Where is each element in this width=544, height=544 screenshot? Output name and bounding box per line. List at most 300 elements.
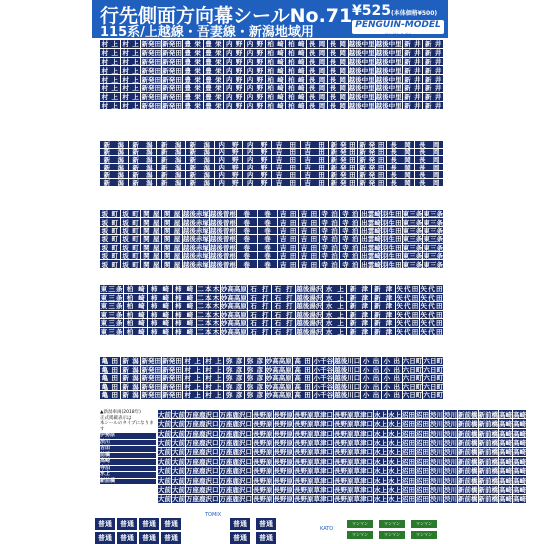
destination-sticker: 長 野 原 xyxy=(273,420,293,429)
destination-sticker: 沼 田 xyxy=(416,467,429,476)
destination-sticker: 弥 彦 xyxy=(224,391,245,399)
destination-sticker: 巻 xyxy=(237,235,258,242)
destination-sticker: 大 前 xyxy=(158,495,171,504)
destination-sticker: 柏 崎 xyxy=(266,49,287,57)
destination-sticker: 高 田 xyxy=(293,383,314,391)
sticker-row xyxy=(158,495,526,504)
destination-sticker: 長 岡 xyxy=(307,40,328,48)
destination-sticker: 新 発 田 xyxy=(141,102,162,110)
destination-sticker: 吉 田 xyxy=(272,164,301,171)
oneman-sticker: ワンマン xyxy=(347,520,373,528)
destination-sticker: 越 後 中 里 xyxy=(348,40,375,49)
destination-sticker: 寺 泊 xyxy=(340,227,361,234)
local-sticker: 普通 xyxy=(139,518,159,530)
destination-sticker: 柏 崎 xyxy=(286,58,307,66)
local-sticker: 普通 xyxy=(139,532,159,544)
destination-sticker: 坂 町 xyxy=(100,252,121,259)
destination-sticker: 出 雲 崎 xyxy=(361,210,381,219)
destination-sticker: 高 崎 xyxy=(513,467,526,476)
destination-sticker: 小 出 xyxy=(382,357,403,365)
sticker-row xyxy=(158,466,526,476)
destination-sticker: 新 前 橋 xyxy=(458,438,478,447)
destination-sticker: 柿 崎 xyxy=(148,328,172,336)
destination-sticker: 豊 栄 xyxy=(183,58,204,66)
destination-sticker: 村 上 xyxy=(204,383,225,391)
sheet-subtitle: 115系/上越線・吾妻線・新潟地域用 xyxy=(100,25,314,40)
destination-sticker: 坂 町 xyxy=(121,210,142,217)
destination-sticker: 水 上 xyxy=(374,485,387,494)
destination-sticker: 新 井 xyxy=(403,49,424,57)
destination-sticker: 新 井 xyxy=(423,40,444,48)
destination-sticker: 東 三 条 xyxy=(402,260,423,269)
destination-sticker: 二 本 木 xyxy=(197,302,220,311)
destination-sticker: 渋 川 xyxy=(430,476,443,485)
destination-sticker: 沼 田 xyxy=(416,420,429,429)
destination-sticker: 沼 田 xyxy=(416,495,429,504)
destination-sticker: 寺 泊 xyxy=(320,244,341,251)
destination-sticker: 内 野 xyxy=(245,58,266,66)
destination-sticker: 羽 生 田 xyxy=(381,260,402,269)
destination-sticker: 高 崎 xyxy=(513,495,526,504)
destination-sticker: 長 野 原 xyxy=(273,429,293,438)
destination-sticker: 巻 xyxy=(237,210,258,217)
destination-sticker: 柏 崎 xyxy=(124,294,148,302)
destination-sticker: 柏 崎 xyxy=(124,311,148,319)
destination-sticker: 妙 高 高 原 xyxy=(265,365,292,374)
destination-sticker: 吉 田 xyxy=(272,156,301,163)
destination-sticker: 六 日 町 xyxy=(402,382,423,391)
destination-sticker: 新 発 田 xyxy=(358,164,387,171)
sticker-block xyxy=(100,141,444,187)
destination-sticker: 長 岡 xyxy=(328,75,349,83)
destination-sticker: 二 本 木 xyxy=(197,293,220,302)
destination-sticker: 亀 田 xyxy=(100,357,121,365)
destination-sticker: 渋 川 xyxy=(444,457,457,466)
destination-sticker: 村 上 xyxy=(100,102,121,110)
destination-sticker: 長 岡 xyxy=(415,156,444,163)
destination-sticker: 長 野 原 草 津 口 xyxy=(294,476,333,485)
sticker-row xyxy=(100,252,444,259)
destination-sticker: 長 岡 xyxy=(415,171,444,178)
destination-sticker: 水 上 xyxy=(388,410,401,419)
destination-sticker: 坂 町 xyxy=(100,235,121,242)
sticker-row xyxy=(158,410,526,419)
destination-sticker: 羽 生 田 xyxy=(381,218,402,227)
destination-sticker: 渋 川 xyxy=(444,467,457,476)
destination-sticker: 万 座 鹿 沢 口 xyxy=(186,485,219,494)
note-line: 正式掲載表示は xyxy=(100,415,132,421)
destination-sticker: 弥 彦 xyxy=(224,366,245,374)
destination-sticker: 新 津 xyxy=(347,294,371,302)
destination-sticker: 亀 田 xyxy=(100,374,121,382)
destination-sticker: 長 野 原 草 津 口 xyxy=(334,420,373,429)
destination-sticker: 新 津 xyxy=(347,302,371,310)
destination-sticker: 万 座 鹿 沢 口 xyxy=(219,429,252,438)
destination-sticker: 長 野 原 草 津 口 xyxy=(334,429,373,438)
destination-sticker: 村 上 xyxy=(100,49,121,57)
destination-sticker: 矢 代 田 xyxy=(420,310,443,319)
destination-sticker: 新 井 xyxy=(423,58,444,66)
sticker-block xyxy=(158,410,526,504)
destination-sticker: 長 岡 xyxy=(415,141,444,148)
destination-sticker: 万 座 鹿 沢 口 xyxy=(219,448,252,457)
destination-sticker: 巻 xyxy=(258,252,279,259)
destination-sticker: 新 津 xyxy=(372,319,396,327)
destination-sticker: 越 後 中 里 xyxy=(348,66,375,75)
local-sticker: 普通 xyxy=(95,532,115,544)
destination-sticker: 越 後 曽 根 xyxy=(209,218,236,227)
destination-sticker: 柏 崎 xyxy=(266,40,287,48)
destination-sticker: 新 発 田 xyxy=(358,141,387,148)
destination-sticker: 新 前 橋 xyxy=(478,410,498,419)
destination-sticker: 新 井 xyxy=(423,75,444,83)
destination-sticker: 寺 泊 xyxy=(320,218,341,225)
destination-sticker: 六 日 町 xyxy=(423,391,443,400)
destination-sticker: 石 打 xyxy=(272,319,296,327)
destination-sticker: 石 打 xyxy=(272,285,296,293)
destination-sticker: 内 野 xyxy=(245,49,266,57)
destination-sticker: 新 発 田 xyxy=(162,84,182,93)
destination-sticker: 関 屋 xyxy=(141,218,162,225)
destination-sticker: 大 前 xyxy=(172,420,185,429)
destination-sticker: 水 上 xyxy=(388,495,401,504)
destination-sticker: 関 屋 xyxy=(141,227,162,234)
destination-sticker: 越 後 中 里 xyxy=(375,58,402,66)
destination-sticker: 新 潟 xyxy=(157,149,186,156)
destination-sticker: 万 座 鹿 沢 口 xyxy=(186,410,219,419)
destination-sticker: 越 後 中 里 xyxy=(375,93,402,102)
destination-sticker: 新 発 田 xyxy=(329,171,358,178)
destination-sticker: 長 野 原 草 津 口 xyxy=(294,485,333,494)
destination-sticker: 羽 生 田 xyxy=(381,227,402,235)
destination-sticker: 長 野 原 草 津 口 xyxy=(334,485,373,494)
destination-sticker: 渋 川 xyxy=(430,420,443,429)
destination-sticker: 新 潟 xyxy=(186,164,215,171)
destination-sticker: 沼 田 xyxy=(402,429,415,438)
destination-sticker: 長 野 原 草 津 口 xyxy=(294,410,333,419)
destination-sticker: 新 発 田 xyxy=(358,179,387,186)
price-value: ¥525 xyxy=(352,3,391,19)
destination-sticker: 新 潟 xyxy=(100,179,129,186)
destination-sticker: 大 前 xyxy=(158,429,171,438)
destination-sticker: 新 津 xyxy=(347,311,371,319)
destination-sticker: 石 打 xyxy=(272,302,296,310)
destination-sticker: 石 打 xyxy=(248,319,272,327)
sticker-block xyxy=(100,357,444,400)
destination-sticker: 二 本 木 xyxy=(197,327,220,336)
destination-sticker: 越 後 曽 根 xyxy=(209,243,236,252)
destination-sticker: 柏 崎 xyxy=(124,302,148,310)
destination-sticker: 六 日 町 xyxy=(423,365,443,374)
destination-sticker: 内 野 xyxy=(243,141,272,148)
local-sticker: 普通 xyxy=(117,518,137,530)
sticker-row xyxy=(100,58,444,66)
destination-sticker: 東 三 条 xyxy=(423,243,443,252)
sticker-row xyxy=(158,419,526,429)
destination-sticker: 長 野 原 xyxy=(273,495,293,504)
destination-sticker: 越 後 川 口 xyxy=(334,357,361,366)
oneman-sticker: ワンマン xyxy=(379,520,405,528)
destination-sticker: 渋 川 xyxy=(430,448,443,457)
destination-sticker: 寺 泊 xyxy=(340,260,361,267)
destination-sticker: 六 日 町 xyxy=(402,374,423,383)
destination-sticker: 柏 崎 xyxy=(266,102,287,110)
destination-sticker: 六 日 町 xyxy=(402,365,423,374)
destination-sticker: 長 岡 xyxy=(307,49,328,57)
destination-sticker: 六 日 町 xyxy=(402,357,423,366)
destination-sticker: 高 崎 xyxy=(499,420,512,429)
destination-sticker: 寺 泊 xyxy=(340,235,361,242)
destination-sticker: 新 発 田 xyxy=(141,75,162,84)
destination-sticker: 吉 田 xyxy=(272,149,301,156)
destination-sticker: 妙 高 高 原 xyxy=(265,374,292,383)
destination-sticker: 水 上 xyxy=(323,319,347,327)
destination-sticker: 村 上 xyxy=(204,374,225,382)
destination-sticker: 万 座 鹿 沢 口 xyxy=(219,438,252,447)
destination-sticker: 村 上 xyxy=(100,75,121,83)
oneman-sticker: ワンマン xyxy=(347,531,373,539)
sticker-row xyxy=(100,49,444,57)
destination-sticker: 巻 xyxy=(258,260,279,267)
destination-sticker: 坂 町 xyxy=(121,235,142,242)
sticker-row xyxy=(158,476,526,485)
destination-sticker: 石 打 xyxy=(272,311,296,319)
destination-sticker: 妙 高 高 原 xyxy=(220,327,247,336)
destination-sticker: 内 野 xyxy=(215,179,244,186)
destination-sticker: 沼 田 xyxy=(416,410,429,419)
destination-sticker: 万 座 鹿 沢 口 xyxy=(186,420,219,429)
destination-sticker: 内 野 xyxy=(215,156,244,163)
destination-sticker: 新 潟 xyxy=(157,164,186,171)
destination-sticker: 新 潟 xyxy=(157,156,186,163)
destination-sticker: 柏 崎 xyxy=(266,66,287,74)
destination-sticker: 柏 崎 xyxy=(286,84,307,92)
destination-sticker: 沼 田 xyxy=(402,420,415,429)
destination-sticker: 矢 代 田 xyxy=(396,302,419,311)
destination-sticker: 豊 栄 xyxy=(204,58,225,66)
destination-sticker: 新 井 xyxy=(403,102,424,110)
destination-sticker: 長 野 原 草 津 口 xyxy=(334,457,373,466)
destination-sticker: 弥 彦 xyxy=(245,366,266,374)
destination-sticker: 越 後 曽 根 xyxy=(209,252,236,261)
local-sticker: 普通 xyxy=(117,532,137,544)
destination-sticker: 柏 崎 xyxy=(266,84,287,92)
destination-sticker: 坂 町 xyxy=(121,252,142,259)
destination-sticker: 関 屋 xyxy=(162,227,183,234)
destination-sticker: 新 井 xyxy=(423,93,444,101)
destination-sticker: 越 後 曽 根 xyxy=(209,260,236,269)
destination-sticker: 渋 川 xyxy=(430,485,443,494)
destination-sticker: 石 打 xyxy=(248,285,272,293)
destination-sticker: 内 野 xyxy=(245,66,266,74)
destination-sticker: 東 三 条 xyxy=(402,227,423,235)
destination-sticker: 吉 田 xyxy=(299,235,320,242)
destination-sticker: 大 前 xyxy=(158,485,171,494)
destination-sticker: 新 前 橋 xyxy=(458,476,478,485)
destination-sticker: 大 前 xyxy=(172,476,185,485)
note-line: 新前橋 xyxy=(100,479,156,485)
destination-sticker: 新 前 橋 xyxy=(458,457,478,466)
destination-sticker: 石 打 xyxy=(248,302,272,310)
destination-sticker: 妙 高 高 原 xyxy=(220,293,247,302)
destination-sticker: 内 野 xyxy=(215,149,244,156)
local-sticker: 普通 xyxy=(161,518,181,530)
destination-sticker: 高 崎 xyxy=(513,448,526,457)
destination-sticker: 小 千 谷 xyxy=(313,374,334,383)
destination-sticker: 東 三 条 xyxy=(100,327,123,336)
destination-sticker: 長 岡 xyxy=(387,164,416,171)
destination-sticker: 渋 川 xyxy=(444,495,457,504)
destination-sticker: 水 上 xyxy=(374,410,387,419)
destination-sticker: 吉 田 xyxy=(272,171,301,178)
destination-sticker: 内 野 xyxy=(224,93,245,101)
destination-sticker: 長 岡 xyxy=(387,149,416,156)
destination-sticker: 豊 栄 xyxy=(204,102,225,110)
destination-sticker: 新 井 xyxy=(403,84,424,92)
destination-sticker: 越 後 湯 沢 xyxy=(296,319,323,328)
destination-sticker: 長 岡 xyxy=(328,58,349,66)
destination-sticker: 巻 xyxy=(258,218,279,225)
destination-sticker: 越 後 中 里 xyxy=(348,84,375,93)
destination-sticker: 越 後 川 口 xyxy=(334,365,361,374)
destination-sticker: 長 岡 xyxy=(307,84,328,92)
destination-sticker: 長 岡 xyxy=(328,93,349,101)
destination-sticker: 越 後 湯 沢 xyxy=(296,293,323,302)
destination-sticker: 新 津 xyxy=(347,319,371,327)
destination-sticker: 六 日 町 xyxy=(402,391,423,400)
destination-sticker: 水 上 xyxy=(374,495,387,504)
destination-sticker: 新 前 橋 xyxy=(458,467,478,476)
brand-subtext: ペンギンモデル xyxy=(384,32,412,37)
destination-sticker: 東 三 条 xyxy=(423,218,443,227)
destination-sticker: 内 野 xyxy=(245,84,266,92)
sticker-row xyxy=(158,448,526,457)
local-sticker: 普通 xyxy=(256,532,276,544)
destination-sticker: 高 崎 xyxy=(513,438,526,447)
destination-sticker: 柏 崎 xyxy=(286,49,307,57)
destination-sticker: 寺 泊 xyxy=(320,260,341,267)
destination-sticker: 巻 xyxy=(237,252,258,259)
sticker-row xyxy=(100,366,444,374)
destination-sticker: 新 潟 xyxy=(121,383,142,391)
destination-sticker: 越 後 湯 沢 xyxy=(296,302,323,311)
sticker-row xyxy=(100,357,444,365)
destination-sticker: 水 上 xyxy=(323,285,347,293)
destination-sticker: 小 出 xyxy=(382,391,403,399)
destination-sticker: 東 三 条 xyxy=(402,252,423,261)
destination-sticker: 出 雲 崎 xyxy=(361,243,381,252)
note-line: ▲新潟車両(2018年) xyxy=(100,410,141,415)
destination-sticker: 水 上 xyxy=(388,457,401,466)
destination-sticker: 水 上 xyxy=(323,302,347,310)
destination-sticker: 新 発 田 xyxy=(358,149,387,156)
destination-sticker: 万 座 鹿 沢 口 xyxy=(186,429,219,438)
destination-sticker: 関 屋 xyxy=(162,252,183,259)
destination-sticker: 長 野 原 草 津 口 xyxy=(334,495,373,504)
tomix-label: TOMIX xyxy=(205,512,222,518)
destination-sticker: 新 井 xyxy=(403,93,424,101)
destination-sticker: 村 上 xyxy=(183,366,204,374)
destination-sticker: 新 井 xyxy=(423,102,444,110)
destination-sticker: 沼 田 xyxy=(402,448,415,457)
destination-sticker: 坂 町 xyxy=(100,227,121,234)
destination-sticker: 柏 崎 xyxy=(266,58,287,66)
destination-sticker: 越 後 中 里 xyxy=(348,75,375,84)
destination-sticker: 東 三 条 xyxy=(100,319,123,328)
destination-sticker: 吉 田 xyxy=(278,218,299,225)
destination-sticker: 村 上 xyxy=(204,391,225,399)
destination-sticker: 弥 彦 xyxy=(245,357,266,365)
destination-sticker: 弥 彦 xyxy=(224,383,245,391)
destination-sticker: 村 上 xyxy=(183,357,204,365)
destination-sticker: 石 打 xyxy=(272,328,296,336)
local-sticker: 普通 xyxy=(230,532,250,544)
destination-sticker: 長 野 原 xyxy=(273,410,293,419)
price-note: (本体価格¥500) xyxy=(390,10,438,17)
destination-sticker: 新 発 田 xyxy=(329,149,358,156)
destination-sticker: 高 崎 xyxy=(499,467,512,476)
destination-sticker: 新 発 田 xyxy=(162,365,182,374)
destination-sticker: 新 発 田 xyxy=(162,374,182,383)
destination-sticker: 弥 彦 xyxy=(245,383,266,391)
destination-sticker: 村 上 xyxy=(204,366,225,374)
destination-sticker: 新 潟 xyxy=(121,357,142,365)
destination-sticker: 越 後 中 里 xyxy=(375,84,402,93)
destination-sticker: 大 前 xyxy=(158,438,171,447)
destination-sticker: 新 井 xyxy=(423,66,444,74)
destination-sticker: 小 出 xyxy=(382,383,403,391)
destination-sticker: 吉 田 xyxy=(299,227,320,234)
note-line: 寺泊 xyxy=(100,466,156,472)
destination-sticker: 巻 xyxy=(237,260,258,267)
destination-sticker: 寺 泊 xyxy=(320,210,341,217)
destination-sticker: 水 上 xyxy=(388,448,401,457)
destination-sticker: 長 岡 xyxy=(387,141,416,148)
destination-sticker: 柏 崎 xyxy=(286,75,307,83)
destination-sticker: 長 岡 xyxy=(307,75,328,83)
destination-sticker: 長 野 原 xyxy=(273,457,293,466)
destination-sticker: 新 潟 xyxy=(129,179,158,186)
destination-sticker: 関 屋 xyxy=(162,244,183,251)
sticker-block xyxy=(100,40,444,110)
destination-sticker: 柏 崎 xyxy=(266,93,287,101)
destination-sticker: 長 野 原 草 津 口 xyxy=(334,438,373,447)
destination-sticker: 柿 崎 xyxy=(173,294,197,302)
footer-strip xyxy=(95,512,445,544)
destination-sticker: 越 後 中 里 xyxy=(348,58,375,66)
destination-sticker: 水 上 xyxy=(388,476,401,485)
destination-sticker: 矢 代 田 xyxy=(396,319,419,328)
destination-sticker: 寺 泊 xyxy=(340,218,361,225)
destination-sticker: 寺 泊 xyxy=(340,210,361,217)
destination-sticker: 高 田 xyxy=(293,391,314,399)
destination-sticker: 長 野 原 草 津 口 xyxy=(334,467,373,476)
destination-sticker: 長 野 原 草 津 口 xyxy=(294,467,333,476)
destination-sticker: 越 後 中 里 xyxy=(375,75,402,84)
destination-sticker: 妙 高 高 原 xyxy=(265,382,292,391)
destination-sticker: 大 前 xyxy=(172,410,185,419)
destination-sticker: 柏 崎 xyxy=(286,66,307,74)
destination-sticker: 羽 生 田 xyxy=(381,243,402,252)
destination-sticker: 吉 田 xyxy=(278,210,299,217)
destination-sticker: 万 座 鹿 沢 口 xyxy=(219,495,252,504)
destination-sticker: 万 座 鹿 沢 口 xyxy=(186,457,219,466)
destination-sticker: 万 座 鹿 沢 口 xyxy=(186,438,219,447)
destination-sticker: 村 上 xyxy=(121,49,142,57)
destination-sticker: 越 後 湯 沢 xyxy=(296,327,323,336)
destination-sticker: 渋 川 xyxy=(444,420,457,429)
destination-sticker: 高 田 xyxy=(293,366,314,374)
